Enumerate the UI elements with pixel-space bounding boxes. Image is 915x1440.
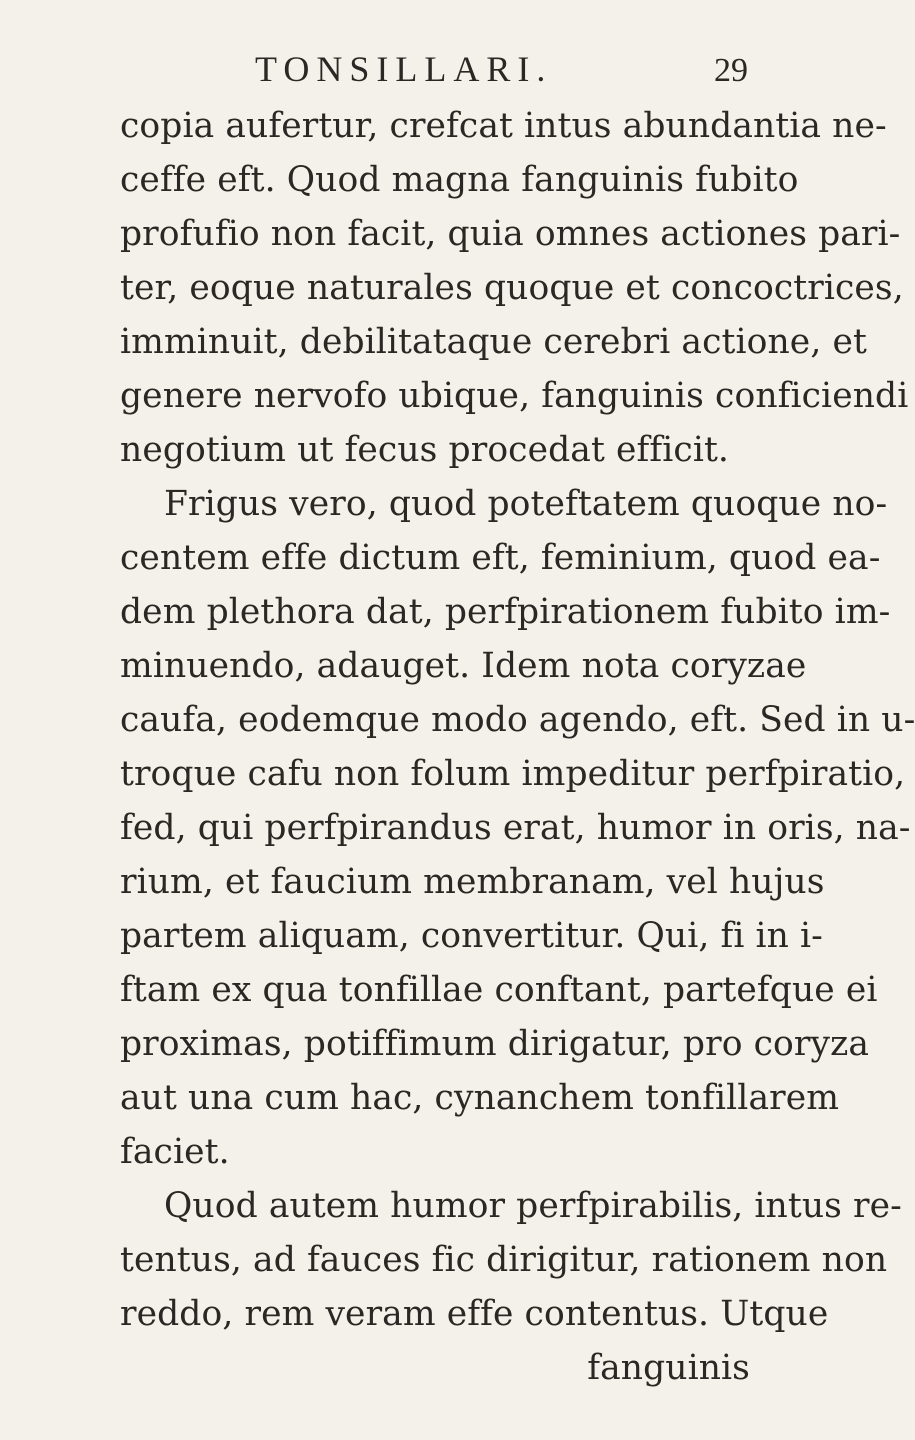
- text-line: reddo, rem veram effe contentus. Utque: [120, 1294, 829, 1334]
- text-line: ftam ex qua tonfillae conftant, partefque ei: [120, 970, 878, 1010]
- text-line: genere nervofo ubique, fanguinis conficiendi: [120, 376, 909, 416]
- text-line: faciet.: [120, 1132, 230, 1172]
- text-line: rium, et faucium membranam, vel hujus: [120, 862, 825, 902]
- text-line: partem aliquam, convertitur. Qui, fi in i-: [120, 916, 823, 956]
- text-line: negotium ut fecus procedat efficit.: [120, 430, 729, 470]
- text-line: imminuit, debilitataque cerebri actione, et: [120, 322, 867, 362]
- catchword: fanguinis: [587, 1348, 750, 1388]
- text-line: dem plethora dat, perfpirationem fubito im-: [120, 592, 891, 632]
- text-line: ter, eoque naturales quoque et concoctrices,: [120, 268, 904, 308]
- text-line: profufio non facit, quia omnes actiones pari-: [120, 214, 901, 254]
- text-line: caufa, eodemque modo agendo, eft. Sed in u-: [120, 700, 915, 740]
- text-line: aut una cum hac, cynanchem tonfillarem: [120, 1078, 840, 1118]
- text-line: copia aufertur, crefcat intus abundantia ne-: [120, 106, 887, 146]
- text-line: fed, qui perfpirandus erat, humor in oris, na-: [120, 808, 911, 848]
- text-line: proximas, potiffimum dirigatur, pro coryza: [120, 1024, 870, 1064]
- paragraph-start-line: Frigus vero, quod poteftatem quoque no-: [164, 484, 888, 524]
- running-head: TONSILLARI.: [255, 49, 553, 89]
- text-line: tentus, ad fauces fic dirigitur, rationem non: [120, 1240, 888, 1280]
- page-number: 29: [714, 52, 748, 89]
- text-line: minuendo, adauget. Idem nota coryzae: [120, 646, 807, 686]
- body-text: [120, 99, 915, 1395]
- text-line: troque cafu non folum impeditur perfpiratio,: [120, 754, 906, 794]
- text-line: centem effe dictum eft, feminium, quod ea-: [120, 538, 881, 578]
- paragraph-start-line: Quod autem humor perfpirabilis, intus re-: [164, 1186, 902, 1226]
- text-line: ceffe eft. Quod magna fanguinis fubito: [120, 160, 799, 200]
